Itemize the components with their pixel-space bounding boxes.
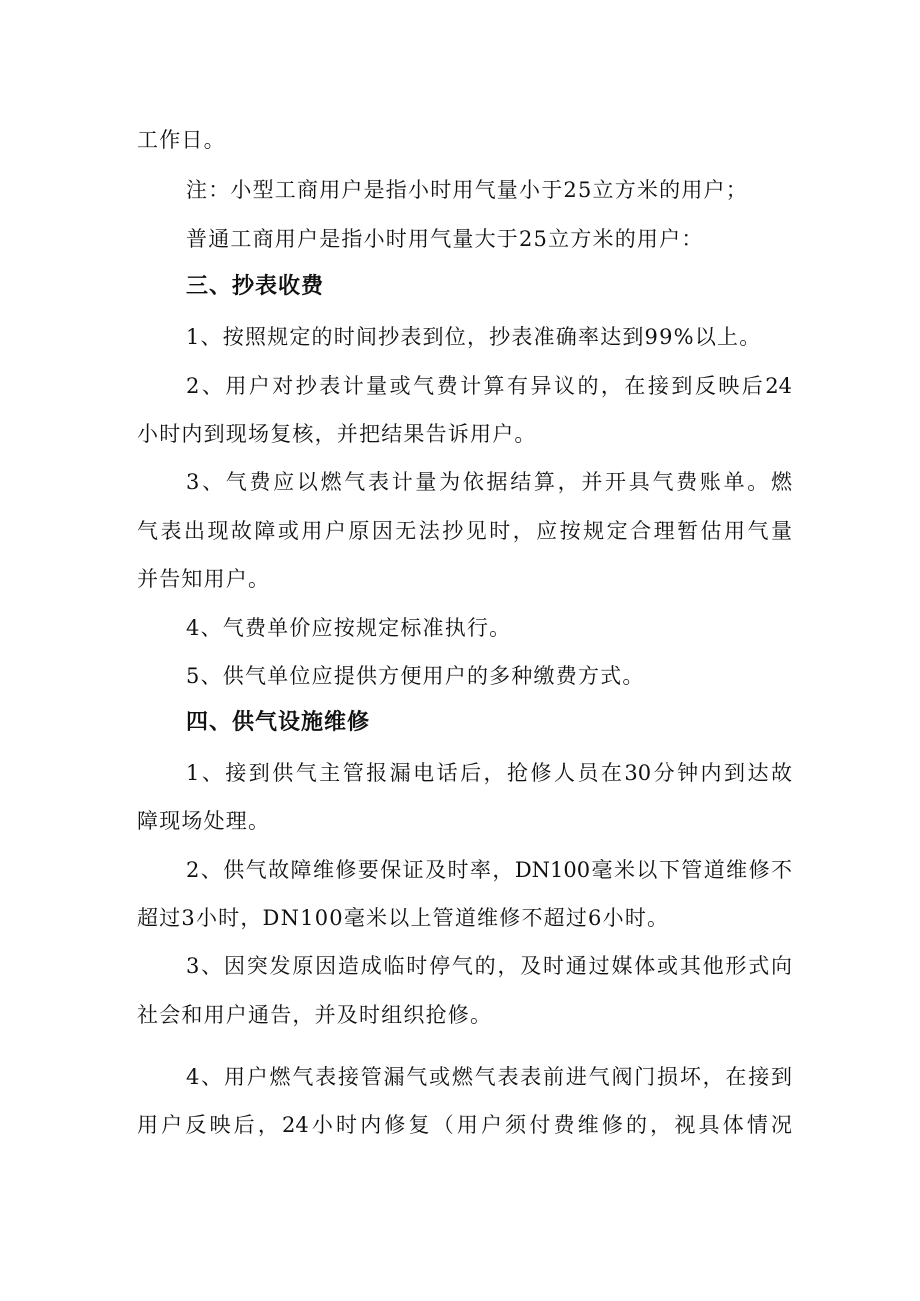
note-line: 注：小型工商用户是指小时用气量小于25立方米的用户；: [186, 178, 748, 202]
paragraph-line: 1、按照规定的时间抄表到位，抄表准确率达到99%以上。: [186, 325, 762, 349]
paragraph-line: 2、用户对抄表计量或气费计算有异议的，在接到反映后24: [186, 374, 792, 398]
paragraph-line: 2、供气故障维修要保证及时率，DN100毫米以下管道维修不: [186, 858, 792, 882]
paragraph-line: 3、气费应以燃气表计量为依据结算，并开具气费账单。燃: [186, 470, 792, 494]
paragraph-line: 超过3小时，DN100毫米以上管道维修不超过6小时。: [137, 906, 670, 930]
paragraph-line: 4、气费单价应按规定标准执行。: [186, 616, 512, 640]
paragraph-line: 5、供气单位应提供方便用户的多种缴费方式。: [186, 664, 645, 688]
paragraph-line: 1、接到供气主管报漏电话后，抢修人员在30分钟内到达故: [186, 761, 792, 785]
paragraph-line: 障现场处理。: [137, 809, 271, 833]
text-line: 工作日。: [137, 128, 226, 152]
paragraph-line: 社会和用户通告，并及时组织抢修。: [137, 1003, 493, 1027]
paragraph-line: 小时内到现场复核，并把结果告诉用户。: [137, 422, 537, 446]
section-heading: 三、抄表收费: [186, 274, 325, 299]
paragraph-line: 3、因突发原因造成临时停气的，及时通过媒体或其他形式向: [186, 954, 792, 978]
note-line: 普通工商用户是指小时用气量大于25立方米的用户：: [186, 227, 704, 251]
paragraph-line: 并告知用户。: [137, 567, 271, 591]
section-heading: 四、供气设施维修: [186, 710, 371, 735]
paragraph-line: 用户反映后，24小时内修复（用户须付费维修的，视具体情况: [137, 1113, 792, 1137]
paragraph-line: 气表出现故障或用户原因无法抄见时，应按规定合理暂估用气量: [137, 519, 792, 543]
paragraph-line: 4、用户燃气表接管漏气或燃气表表前进气阀门损坏，在接到: [186, 1065, 792, 1089]
